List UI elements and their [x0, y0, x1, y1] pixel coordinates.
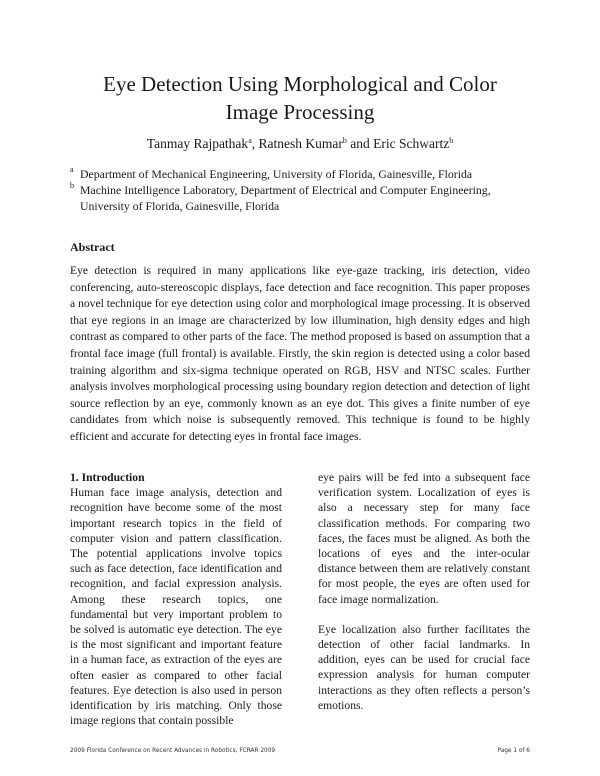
title-line-2: Image Processing — [225, 100, 375, 124]
author-name: Eric Schwartz — [373, 136, 450, 151]
column-right — [318, 470, 530, 713]
footer-page-number: Page 1 of 6 — [497, 748, 530, 754]
author-affil-mark: b — [342, 136, 347, 145]
intro-paragraph: eye pairs will be fed into a subsequent face verification system. Localization of eyes is also a necessary step for many face classification methods. For comparing two faces, the faces must be aligned. As both the locations of eyes and the inter-ocular distance between them are relatively constant for most people, the eyes are often used for face image normalization. — [318, 471, 530, 606]
title-line-1: Eye Detection Using Morphological and Color — [103, 72, 497, 96]
affiliation-line: Department of Mechanical Engineering, University of Florida, Gainesville, Florida — [80, 167, 473, 181]
intro-paragraph: Human face image analysis, detection and recognition have become some of the most important research topics in the field of computer vision and pattern classification. The potential applications involve topics such as face detection, face identification and recognition, and facial expression analysis. Among these research topics, one fundamental but very important problem to be solved is automatic eye detection. The eye is the most significant and important feature in a human face, as extraction of the eyes are often easier as compared to other facial features. Eye detection is also used in person identification by iris matching. Only those image regions that contain possible — [70, 486, 282, 728]
author-name: Ratnesh Kumar — [258, 136, 343, 151]
affiliation-line: Machine Intelligence Laboratory, Department of Electrical and Computer Engineering, — [80, 183, 491, 197]
intro-paragraph: Eye localization also further facilitates the detection of other facial landmarks. In addition, eyes can be used for crucial face expression analysis for human computer interactions as they often reflects a person’s emotions. — [318, 622, 530, 712]
column-left — [70, 470, 282, 728]
author-name: Tanmay Rajpathak — [146, 136, 249, 151]
abstract-body: Eye detection is required in many applications like eye-gaze tracking, iris detection, video conferencing, auto-stereoscopic displays, face detection and face recognition. This paper proposes a novel technique for eye detection using color and morphological image processing. It is observed that eye regions in an image are characterized by low illumination, high density edges and high contrast as compared to other parts of the face. The method proposed is based on assumption that a frontal face image (full frontal) is available. Firstly, the skin region is detected using a color based training algorithm and six-sigma technique operated on RGB, HSV and NTSC scales. Further analysis involves morphological processing using boundary region detection and detection of light source reflection by an eye, commonly known as an eye dot. This gives a finite number of eye candidates from which noise is subsequently removed. This technique is found to be highly efficient and accurate for detecting eyes in frontal face images. — [70, 264, 530, 443]
author-affil-mark: a — [248, 136, 252, 145]
affiliation-b — [70, 182, 540, 214]
affiliation-mark: a — [70, 165, 74, 174]
affiliation-a — [70, 166, 540, 182]
footer-conference: 2009 Florida Conference on Recent Advances in Robotics, FCRAR 2009 — [70, 748, 276, 754]
author-separator: , — [251, 136, 259, 151]
author-affil-mark: b — [449, 136, 454, 145]
section-heading-introduction: 1. Introduction — [70, 471, 145, 484]
affiliation-mark: b — [70, 181, 74, 190]
paper-title — [0, 70, 600, 126]
abstract-heading: Abstract — [70, 240, 115, 254]
author-list — [0, 136, 600, 152]
affiliation-line: University of Florida, Gainesville, Florida — [80, 199, 280, 213]
author-separator: and — [346, 136, 374, 151]
